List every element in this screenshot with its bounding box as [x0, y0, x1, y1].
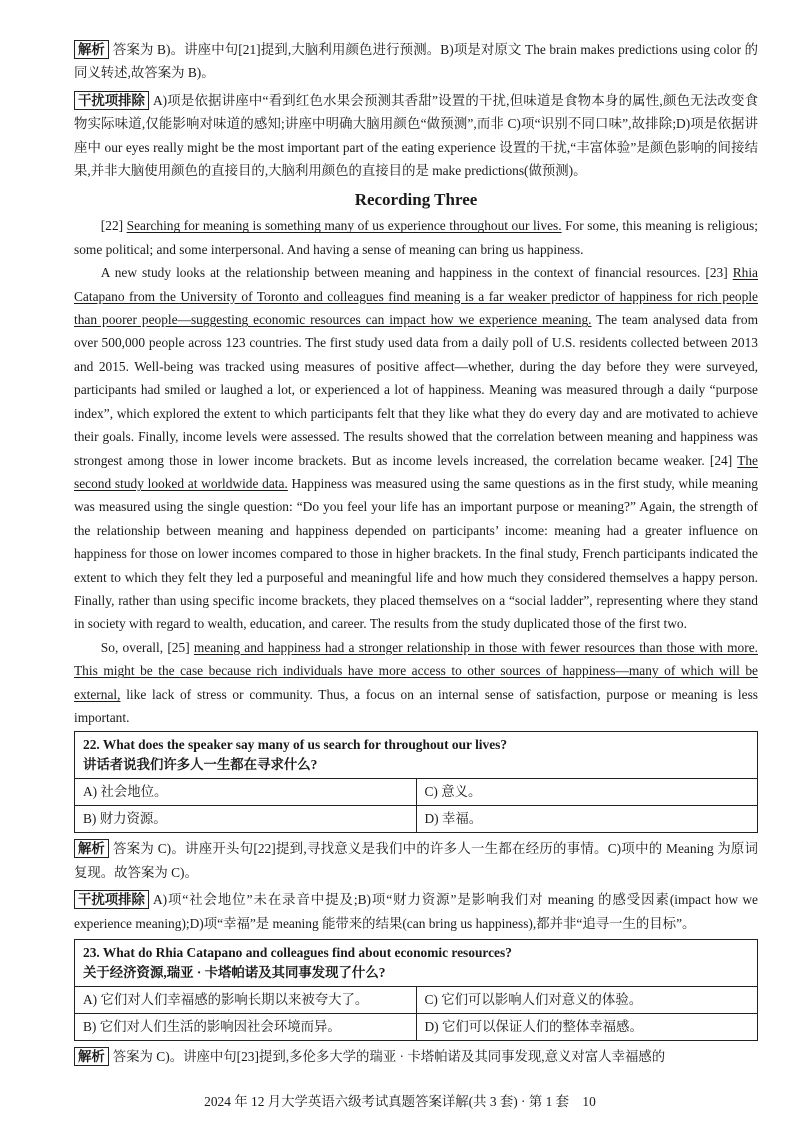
distractor-label: 干扰项排除	[74, 890, 149, 909]
transcript-text: For some, this meaning is religious; some political; and some interpersonal. And having a sense of meaning can bring us happiness.	[74, 218, 758, 257]
page-body	[74, 38, 758, 1068]
section-title: Recording Three	[354, 190, 478, 210]
transcript-paragraph-2	[74, 261, 758, 636]
analysis-label: 解析	[74, 839, 109, 858]
question-stem-en: 22. What does the speaker say many of us search for throughout our lives?	[83, 737, 508, 753]
transcript-paragraph-3	[74, 636, 758, 730]
distractor-paragraph-21	[74, 89, 758, 183]
transcript-paragraph-1	[74, 214, 758, 261]
option-a: A) 社会地位。	[75, 779, 417, 806]
analysis-label: 解析	[74, 40, 109, 59]
transcript-text: like lack of stress or community. Thus, a focus on an internal sense of satisfaction, purpose or meaning is less important.	[74, 686, 758, 725]
marker-25: [25]	[167, 639, 190, 655]
option-b: B) 它们对人们生活的影响因社会环境而异。	[75, 1014, 417, 1041]
option-d: D) 它们可以保证人们的整体幸福感。	[416, 1014, 758, 1041]
question-22-stem	[75, 732, 758, 779]
option-b: B) 财力资源。	[75, 806, 417, 833]
distractor-paragraph-22	[74, 888, 758, 935]
underlined-sentence-23: Rhia Catapano from the University of Toronto and colleagues find meaning is a far weaker predictor of happiness for rich people than poorer people—suggesting economic resources can impact how we experience meaning.	[74, 265, 758, 328]
underlined-sentence-22: Searching for meaning is something many of us experience throughout our lives.	[126, 218, 562, 234]
analysis-label: 解析	[74, 1047, 109, 1066]
marker-23: [23]	[705, 265, 728, 281]
question-stem-zh: 讲话者说我们许多人一生都在寻求什么?	[83, 757, 318, 773]
transcript-text: So, overall,	[100, 639, 168, 655]
analysis-text: 答案为 C)。讲座中句[23]提到,多伦多大学的瑞亚 · 卡塔帕诺及其同事发现,意义对富人幸福感的	[112, 1049, 666, 1064]
underlined-sentence-24: The second study looked at worldwide data.	[74, 452, 758, 491]
option-c: C) 意义。	[416, 779, 758, 806]
option-a: A) 它们对人们幸福感的影响长期以来被夸大了。	[75, 987, 417, 1014]
marker-22: [22]	[100, 218, 124, 234]
underlined-sentence-25: meaning and happiness had a stronger relationship in those with fewer resources than those with more. This might be the case because rich individuals have more access to other sources of happiness—many of which will be external,	[74, 639, 758, 702]
analysis-text: 答案为 B)。讲座中句[21]提到,大脑利用颜色进行预测。B)项是对原文 The brain makes predictions using color 的同义转述,故答案为 B)。	[74, 42, 758, 81]
question-22-table	[74, 731, 758, 833]
analysis-paragraph-23	[74, 1045, 758, 1068]
question-23-table	[74, 939, 758, 1041]
marker-24: [24]	[709, 452, 733, 468]
transcript-text: The team analysed data from over 500,000 people across 123 countries. The first study used data from a daily poll of U.S. residents collected between 2013 and 2015. Well-being was tracked using measures of positive affect—whether, during the day before they were surveyed, participants had smiled or laughed a lot, or experienced a lot of happiness. Meaning was measured through a daily “purpose index”, which explored the extent to which participants felt that they like what they do every day and are motivated to achieve their goals. Finally, income levels were assessed. The results showed that the correlation between meaning and happiness was strongest among those in lower income brackets. But as income levels increased, the correlation became weaker.	[74, 312, 758, 468]
option-d: D) 幸福。	[416, 806, 758, 833]
question-stem-en: 23. What do Rhia Catapano and colleagues find about economic resources?	[83, 945, 512, 960]
distractor-label: 干扰项排除	[74, 91, 149, 110]
page-footer: 2024 年 12 月大学英语六级考试真题答案详解(共 3 套) · 第 1 套 10	[204, 1094, 596, 1109]
analysis-text: 答案为 C)。讲座开头句[22]提到,寻找意义是我们中的许多人一生都在经历的事情。C)项中的 Meaning 为原词复现。故答案为 C)。	[74, 841, 758, 880]
question-stem-zh: 关于经济资源,瑞亚 · 卡塔帕诺及其同事发现了什么?	[83, 965, 386, 980]
transcript-text: A new study looks at the relationship between meaning and happiness in the context of financial resources.	[100, 265, 706, 281]
distractor-text: A)项“社会地位”未在录音中提及;B)项“财力资源”是影响我们对 meaning 的感受因素(impact how we experience meaning);D)项“幸福”是 meaning 能带来的结果(can bring us happiness),都并非“追寻一生的目标”。	[74, 892, 758, 931]
transcript-text: Happiness was measured using the same questions as in the first study, while meaning was measured using the single question: “Do you feel your life has an important purpose or meaning?” Again, the strength of the relationship between meaning and happiness depended on participants’ income: meaning had a greater influence on happiness for those on lower incomes compared to those in higher brackets. In the final study, French participants indicated the extent to which they felt they led a purposeful and meaningful life and how much they considered themselves a happy person. Finally, rather than using specific income brackets, they placed themselves on a “social ladder”, representing where they stand in society with regard to wealth, education, and career. The results from the study duplicated those of the first two.	[74, 475, 759, 632]
analysis-paragraph-21	[74, 38, 758, 85]
question-23-stem	[75, 940, 758, 987]
distractor-text: A)项是依据讲座中“看到红色水果会预测其香甜”设置的干扰,但味道是食物本身的属性,颜色无法改变食物实际味道,仅能影响对味道的感知;讲座中明确大脑用颜色“做预测”,而非 C)项“识别不同口味”,故排除;D)项是依据讲座中 our eyes really might be the most important part of the eating experience 设置的干扰,“丰富体验”是颜色影响的间接结果,并非大脑使用颜色的直接目的,大脑利用颜色的直接目的是 make predictions(做预测)。	[74, 92, 758, 179]
analysis-paragraph-22	[74, 837, 758, 884]
option-c: C) 它们可以影响人们对意义的体验。	[416, 987, 758, 1014]
